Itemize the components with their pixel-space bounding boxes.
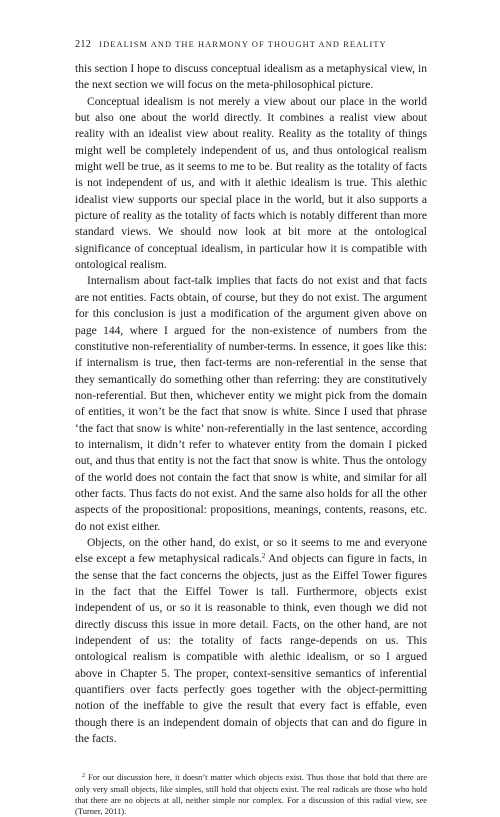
paragraph: Internalism about fact-talk implies that facts do not exist and that facts are not entities. Facts obtain, of course, but they do not exist. The argument for this conclusion is just a modification of the argument given above on page 144, where I argued for the non-existence of numbers from the constitutive non-referentiality of number-terms. In essence, it goes like this: if internalism is true, then fact-terms are non-referential in the sense that they semantically do something other than referring: they are constitutively non-referential. But then, whichever entity we might pick from the domain of entities, it won’t be the fact that snow is white. Since I used that phrase ‘the fact that snow is white’ non-referentially in the last sentence, according to internalism, it didn’t refer to whatever entity from the domain I picked out, and thus that entity is not the fact that snow is white. Thus the ontology of the world does not contain the fact that snow is white, and similar for all other facts. Thus facts do not exist. And the same also holds for all the other aspects of the propositional: propositions, meanings, contents, reasons, etc. do not exist either.: [75, 275, 427, 533]
paragraph-text: Objects, on the other hand, do exist, or so it seems to me and everyone else except a few metaphysical radicals.: [75, 536, 427, 566]
paragraph: Conceptual idealism is not merely a view about our place in the world but also one about the world directly. It combines a realist view about reality with an idealist view about reality. Reality as the totality of things might well be completely independent of us, and thus ontological realism might well be true, as it seems to me to be. But reality as the totality of facts is not independent of us, and with it alethic idealism is true. This alethic idealist view supports our special place in the world, but it also supports a picture of reality as the totality of facts which is notably different than more standard views. We should now look at bit more at the ontological significance of conceptual idealism, in particular how it is compatible with ontological realism.: [75, 95, 427, 272]
footnote: [75, 772, 427, 817]
footnote-number: 2: [82, 773, 85, 780]
footnote-reference: 2: [261, 552, 266, 561]
book-page: [75, 38, 427, 817]
paragraph: [75, 535, 427, 747]
footnote-text: For our discussion here, it doesn’t matter which objects exist. Thus those that hold that there are only very small objects, like simples, still hold that objects exist. The real radicals are those who hold that there are no objects at all, neither simple nor complex. For a discussion of this radial view, see (Turner, 2011).: [75, 772, 427, 817]
page-number: 212: [75, 39, 92, 50]
body-text: [75, 61, 427, 747]
paragraph: this section I hope to discuss conceptual idealism as a metaphysical view, in the next section we will focus on the meta-philosophical picture.: [75, 63, 427, 92]
running-head: [75, 38, 427, 52]
running-title: IDEALISM AND THE HARMONY OF THOUGHT AND REALITY: [99, 40, 387, 49]
paragraph-text: And objects can figure in facts, in the sense that the fact concerns the objects, just as the Eiffel Tower figures in the fact that the Eiffel Tower is tall. Furthermore, objects exist independent of us, or so it is reasonable to think, even though we did not directly discuss this issue in more detail. Facts, on the other hand, are not independent of us: the totality of facts range-depends on us. This ontological realism is compatible with alethic idealism, or so I argued above in Chapter 5. The proper, context-sensitive semantics of inferential quantifiers over facts perfectly goes together with the object-permitting notion of the ineffable to give the result that every fact is effable, even though there is an independent domain of objects that can and do figure in the facts.: [75, 553, 427, 746]
